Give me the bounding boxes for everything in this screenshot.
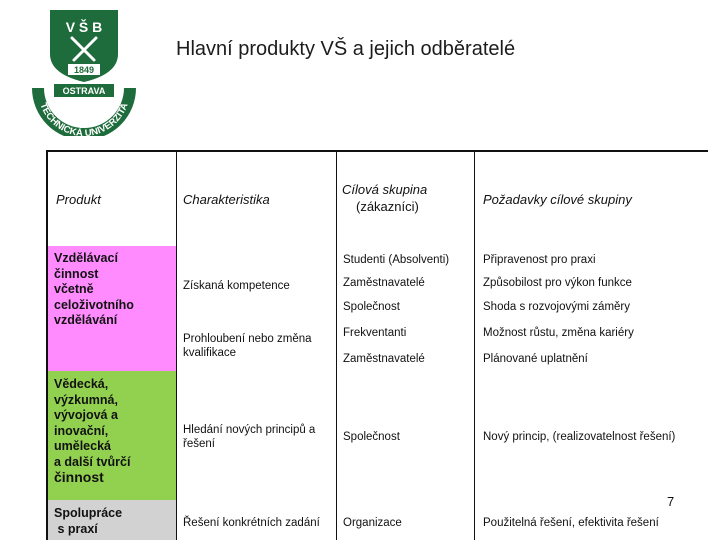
product-line: Vědecká, (54, 377, 109, 391)
page-number: 7 (667, 494, 675, 509)
table-col-separator (176, 150, 177, 540)
product-label-practice (54, 506, 174, 537)
target-group-cell: Společnost (343, 301, 400, 313)
target-group-cell: Studenti (Absolventi) (343, 254, 450, 266)
header-characteristic: Charakteristika (183, 192, 270, 207)
product-line: umělecká (54, 439, 111, 453)
products-table (46, 150, 708, 540)
header-requirements: Požadavky cílové skupiny (483, 192, 632, 207)
header-target-group-sub: (zákazníci) (356, 199, 419, 214)
requirement-cell: Způsobilost pro výkon funkce (483, 277, 632, 289)
product-line: výzkumná, (54, 392, 118, 407)
product-line: s praxí (54, 521, 98, 536)
table-top-border (46, 150, 708, 152)
product-label-education (54, 251, 174, 329)
university-logo (28, 4, 140, 136)
product-label-research (54, 377, 174, 486)
logo-city: OSTRAVA (62, 86, 106, 96)
product-line: činnost (54, 266, 99, 281)
product-line: Spolupráce (54, 506, 123, 520)
requirement-cell: Nový princip, (realizovatelnost řešení) (483, 431, 676, 443)
logo-crest (50, 10, 118, 82)
slide-title: Hlavní produkty VŠ a jejich odběratelé (176, 38, 516, 60)
header-target-group-label: Cílová skupina (342, 182, 428, 197)
header-product: Produkt (56, 192, 101, 207)
requirement-cell: Připravenost pro praxi (483, 254, 596, 266)
characteristic-competence: Získaná kompetence (183, 280, 290, 292)
characteristic-specific-tasks: Řešení konkrétních zadání (183, 517, 320, 529)
table-left-border (46, 150, 48, 540)
product-line: inovační, (54, 423, 109, 438)
table-col-separator (336, 150, 337, 540)
requirement-cell: Použitelná řešení, efektivita řešení (483, 517, 659, 529)
table-col-separator (474, 150, 475, 540)
header-target-group (342, 182, 472, 214)
target-group-cell: Frekventanti (343, 327, 407, 339)
logo-year: 1849 (73, 65, 95, 75)
requirement-cell: Plánované uplatnění (483, 353, 588, 365)
product-line: celoživotního (54, 297, 134, 312)
requirement-cell: Možnost růstu, změna kariéry (483, 327, 634, 339)
product-line: a další tvůrčí (54, 454, 131, 469)
product-line: činnost (54, 469, 104, 485)
logo-ring-text: TECHNICKÁ UNIVERZITA (37, 101, 131, 136)
product-line: vzdělávání (54, 313, 118, 327)
target-group-cell: Organizace (343, 517, 402, 529)
product-line: vývojová a (54, 408, 118, 422)
target-group-cell: Zaměstnavatelé (343, 277, 425, 289)
target-group-cell: Společnost (343, 431, 400, 443)
characteristic-qualification: Prohloubení nebo změna kvalifikace (183, 333, 312, 359)
requirement-cell: Shoda s rozvojovými záměry (483, 301, 630, 313)
characteristic-new-principles: Hledání nových principů a řešení (183, 424, 316, 450)
product-line: Vzdělávací (54, 251, 118, 265)
target-group-cell: Zaměstnavatelé (343, 353, 425, 365)
logo-top-text: V Š B (65, 19, 103, 35)
product-line: včetně (54, 282, 94, 296)
